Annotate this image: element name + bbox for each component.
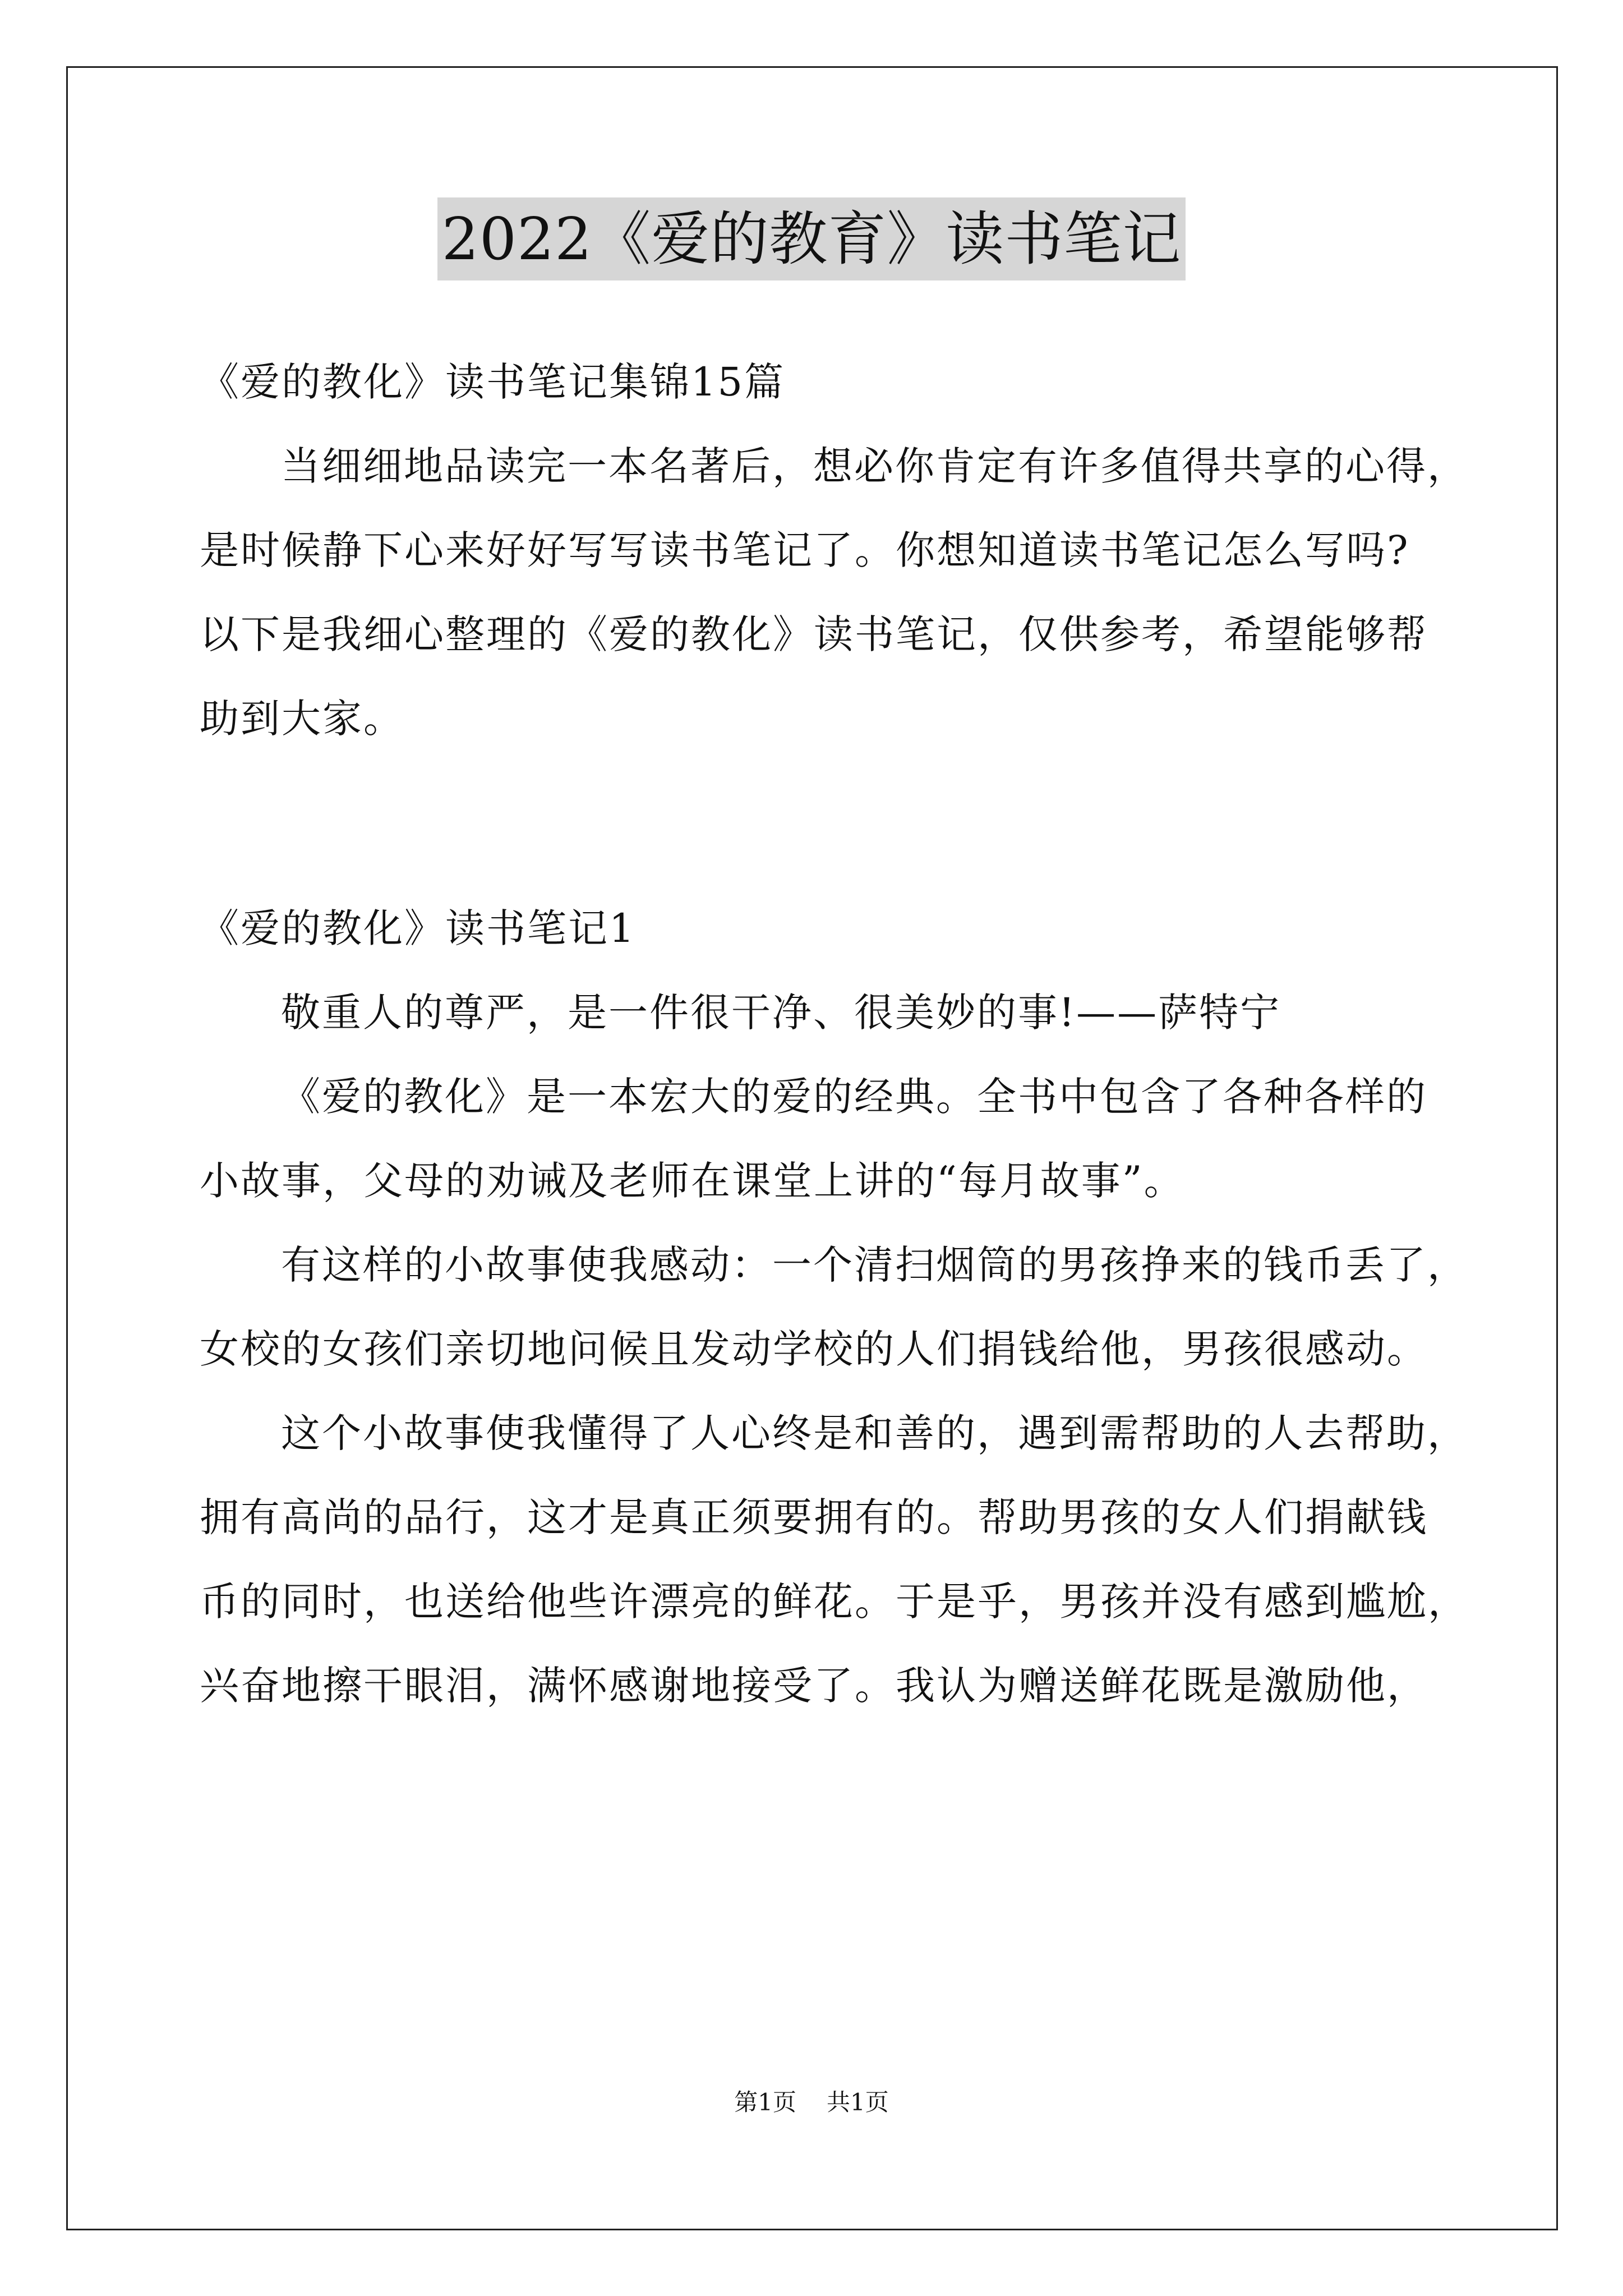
- document-body: [200, 340, 1469, 1728]
- paragraph-line: 小故事，父母的劝诫及老师在课堂上讲的“每月故事”。: [200, 1158, 1185, 1204]
- paragraph-line: 有这样的小故事使我感动：一个清扫烟筒的男孩挣来的钱币丢了，: [281, 1242, 1468, 1288]
- intro-line: 助到大家。: [200, 696, 404, 742]
- paragraph-line: 兴奋地擦干眼泪，满怀感谢地接受了。我认为赠送鲜花既是激励他，: [200, 1663, 1428, 1709]
- intro-line: 当细细地品读完一本名著后，想必你肯定有许多值得共享的心得，: [281, 443, 1468, 489]
- section-gap: [200, 761, 1455, 886]
- document-title: 2022《爱的教育》读书笔记: [437, 197, 1186, 280]
- title-area: [0, 197, 1623, 280]
- paragraph-line: 女校的女孩们亲切地问候且发动学校的人们捐钱给他，男孩很感动。: [200, 1326, 1428, 1372]
- page-number-current: 第1页: [734, 2088, 796, 2116]
- paragraph-line: 《爱的教化》是一本宏大的爱的经典。全书中包含了各种各样的: [281, 1074, 1427, 1120]
- section-heading: 《爱的教化》读书笔记1: [200, 905, 636, 951]
- quote-line: 敬重人的尊严，是一件很干净、很美妙的事!——萨特宁: [281, 990, 1281, 1036]
- paragraph-line: 拥有高尚的品行，这才是真正须要拥有的。帮助男孩的女人们捐献钱: [200, 1494, 1428, 1540]
- paragraph-line: 这个小故事使我懂得了人心终是和善的，遇到需帮助的人去帮助，: [281, 1410, 1468, 1456]
- page-number-total: 共1页: [827, 2088, 889, 2116]
- intro-line: 是时候静下心来好好写写读书笔记了。你想知道读书笔记怎么写吗?: [200, 527, 1410, 573]
- page-footer: [0, 2086, 1623, 2119]
- paragraph-line: 币的同时，也送给他些许漂亮的鲜花。于是乎，男孩并没有感到尴尬，: [200, 1579, 1469, 1625]
- document-subtitle: 《爱的教化》读书笔记集锦15篇: [200, 359, 786, 405]
- intro-line: 以下是我细心整理的《爱的教化》读书笔记，仅供参考，希望能够帮: [200, 611, 1428, 657]
